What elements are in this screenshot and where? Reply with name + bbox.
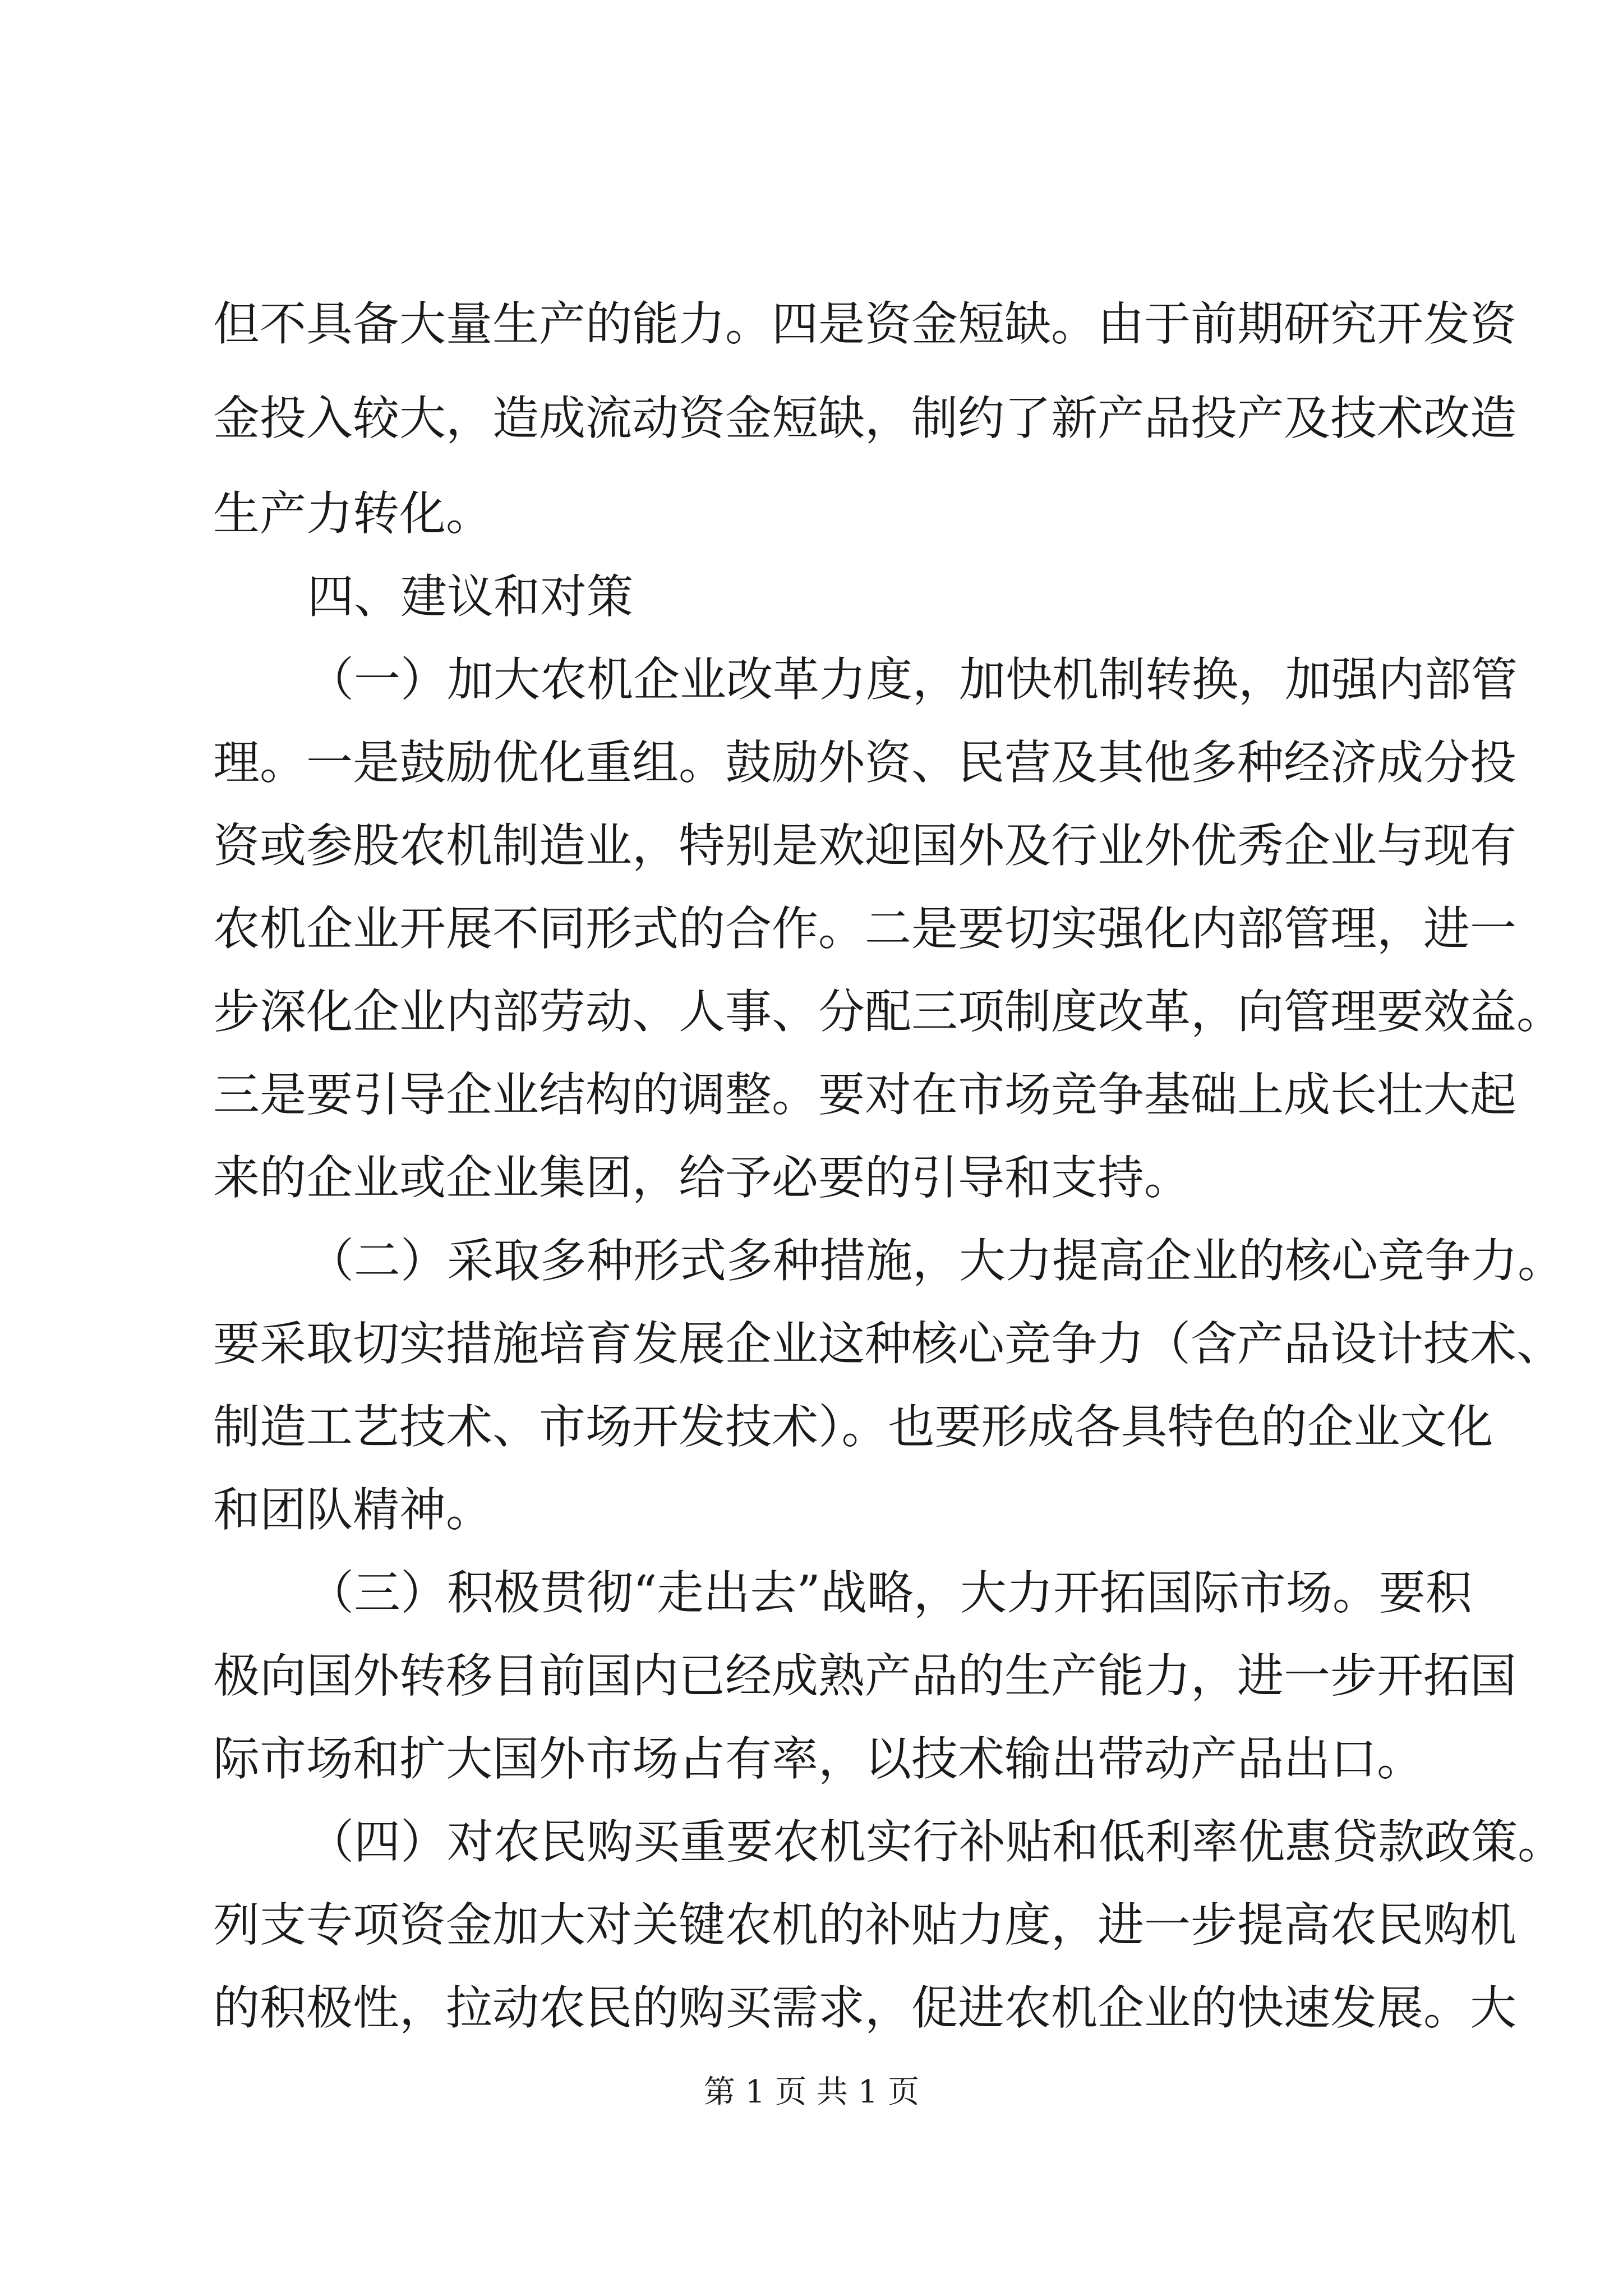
- text-line: 际市场和扩大国外市场占有率，以技术输出带动产品出口。: [213, 1732, 1423, 1786]
- text-line: （一）加大农机企业改革力度，加快机制转换，加强内部管: [307, 652, 1518, 707]
- text-line: 农机企业开展不同形式的合作。二是要切实强化内部管理，进一: [213, 901, 1516, 956]
- text-line: （四）对农民购买重要农机实行补贴和低利率优惠贷款政策。: [307, 1815, 1564, 1869]
- text-line: 理。一是鼓励优化重组。鼓励外资、民营及其他多种经济成分投: [213, 735, 1516, 790]
- text-line: 来的企业或企业集团，给予必要的引导和支持。: [213, 1151, 1191, 1205]
- text-line: 资或参股农机制造业，特别是欢迎国外及行业外优秀企业与现有: [213, 818, 1516, 873]
- text-line: 要采取切实措施培育发展企业这种核心竞争力（含产品设计技术、: [213, 1317, 1563, 1371]
- text-line: 三是要引导企业结构的调整。要对在市场竞争基础上成长壮大起: [213, 1068, 1516, 1122]
- text-line: 制造工艺技术、市场开发技术）。也要形成各具特色的企业文化: [213, 1400, 1493, 1454]
- text-line: （三）积极贯彻“走出去”战略，大力开拓国际市场。要积: [307, 1566, 1472, 1620]
- text-line: 的积极性，拉动农民的购买需求，促进农机企业的快速发展。大: [213, 1981, 1516, 2035]
- text-line: 列支专项资金加大对关键农机的补贴力度，进一步提高农民购机: [213, 1898, 1516, 1952]
- section-heading: 四、建议和对策: [307, 569, 633, 624]
- page-footer: 第 1 页 共 1 页: [703, 2074, 920, 2110]
- text-line: 生产力转化。: [213, 486, 492, 541]
- text-line: 金投入较大，造成流动资金短缺，制约了新产品投产及技术改造: [213, 391, 1516, 445]
- text-line: 极向国外转移目前国内已经成熟产品的生产能力，进一步开拓国: [213, 1649, 1516, 1703]
- text-line: （二）采取多种形式多种措施，大力提高企业的核心竞争力。: [307, 1234, 1564, 1288]
- text-line: 但不具备大量生产的能力。四是资金短缺。由于前期研究开发资: [213, 297, 1516, 351]
- text-line: 步深化企业内部劳动、人事、分配三项制度改革，向管理要效益。: [213, 984, 1563, 1039]
- text-line: 和团队精神。: [213, 1483, 492, 1537]
